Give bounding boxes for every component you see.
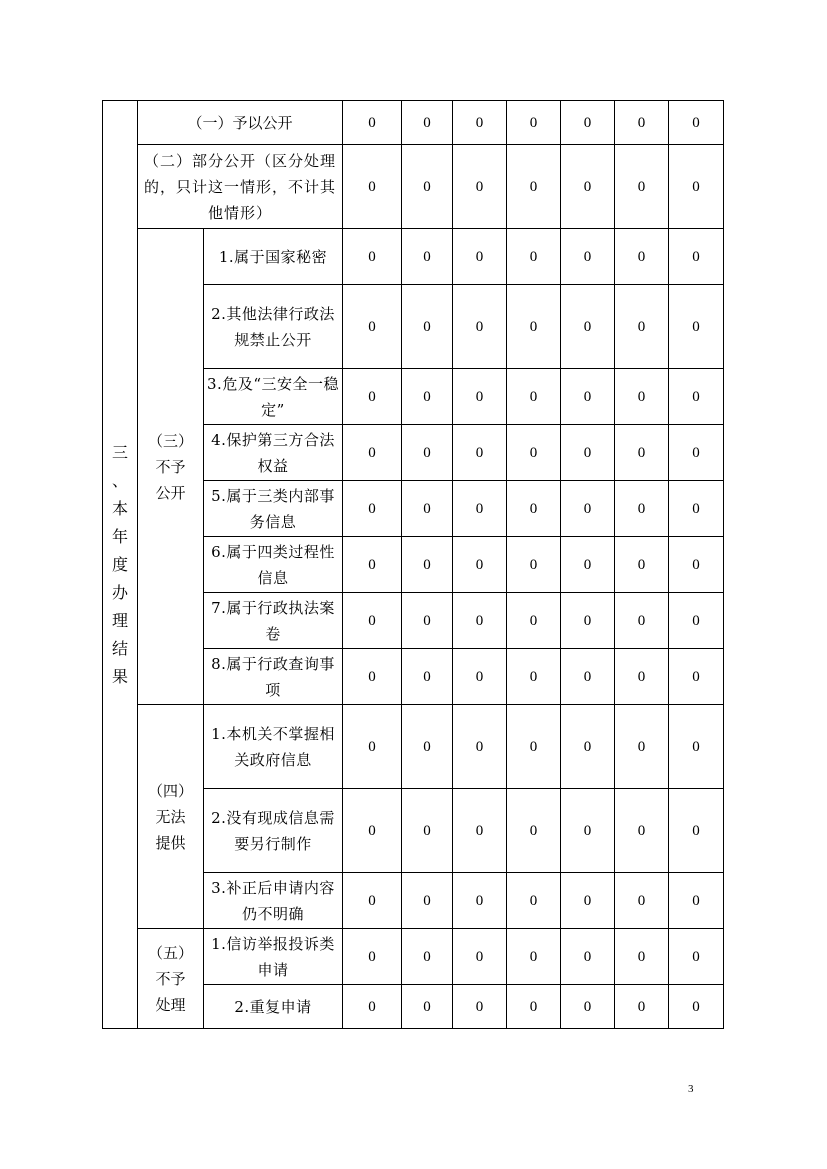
- row-label: 7.属于行政执法案卷: [204, 593, 343, 649]
- value-cell: 0: [343, 873, 402, 929]
- value-cell: 0: [615, 229, 669, 285]
- value-cell: 0: [615, 537, 669, 593]
- group-label: （五） 不予 处理: [138, 929, 204, 1029]
- value-cell: 0: [669, 285, 724, 369]
- value-cell: 0: [615, 481, 669, 537]
- value-cell: 0: [507, 229, 561, 285]
- value-cell: 0: [453, 101, 507, 145]
- value-cell: 0: [561, 229, 615, 285]
- value-cell: 0: [669, 425, 724, 481]
- value-cell: 0: [402, 101, 453, 145]
- section-label-char: 度: [111, 554, 128, 574]
- value-cell: 0: [343, 369, 402, 425]
- value-cell: 0: [669, 229, 724, 285]
- value-cell: 0: [561, 101, 615, 145]
- row-label: 2.其他法律行政法规禁止公开: [204, 285, 343, 369]
- results-table: [102, 100, 724, 1029]
- value-cell: 0: [669, 369, 724, 425]
- value-cell: 0: [343, 593, 402, 649]
- value-cell: 0: [561, 985, 615, 1029]
- page-number: 3: [688, 1083, 694, 1095]
- section-label-char: 、: [111, 470, 128, 490]
- section-label-char: 三: [111, 442, 128, 462]
- value-cell: 0: [402, 285, 453, 369]
- table-row: [103, 145, 724, 229]
- value-cell: 0: [453, 985, 507, 1029]
- section-label: [103, 101, 138, 1029]
- value-cell: 0: [669, 929, 724, 985]
- value-cell: 0: [561, 145, 615, 229]
- value-cell: 0: [615, 789, 669, 873]
- value-cell: 0: [561, 705, 615, 789]
- value-cell: 0: [453, 649, 507, 705]
- section-label-char: 果: [111, 666, 128, 686]
- value-cell: 0: [561, 537, 615, 593]
- value-cell: 0: [453, 789, 507, 873]
- value-cell: 0: [343, 929, 402, 985]
- value-cell: 0: [343, 101, 402, 145]
- row-label: （一）予以公开: [138, 101, 343, 145]
- value-cell: 0: [507, 285, 561, 369]
- value-cell: 0: [402, 929, 453, 985]
- value-cell: 0: [615, 593, 669, 649]
- section-label-char: 本: [111, 498, 128, 518]
- value-cell: 0: [453, 481, 507, 537]
- value-cell: 0: [507, 537, 561, 593]
- value-cell: 0: [561, 481, 615, 537]
- value-cell: 0: [615, 145, 669, 229]
- value-cell: 0: [507, 425, 561, 481]
- value-cell: 0: [561, 789, 615, 873]
- value-cell: 0: [402, 985, 453, 1029]
- row-label: 8.属于行政查询事项: [204, 649, 343, 705]
- table-row: [103, 101, 724, 145]
- value-cell: 0: [343, 229, 402, 285]
- value-cell: 0: [453, 929, 507, 985]
- value-cell: 0: [507, 593, 561, 649]
- row-label: 1.本机关不掌握相关政府信息: [204, 705, 343, 789]
- value-cell: 0: [669, 705, 724, 789]
- section-label-char: 年: [111, 526, 128, 546]
- value-cell: 0: [343, 985, 402, 1029]
- value-cell: 0: [453, 705, 507, 789]
- value-cell: 0: [343, 425, 402, 481]
- value-cell: 0: [561, 929, 615, 985]
- table-row: [103, 929, 724, 985]
- value-cell: 0: [561, 593, 615, 649]
- group-label: （三） 不予 公开: [138, 229, 204, 705]
- value-cell: 0: [615, 985, 669, 1029]
- row-label: 5.属于三类内部事务信息: [204, 481, 343, 537]
- value-cell: 0: [453, 537, 507, 593]
- value-cell: 0: [507, 985, 561, 1029]
- value-cell: 0: [615, 101, 669, 145]
- value-cell: 0: [669, 985, 724, 1029]
- value-cell: 0: [669, 101, 724, 145]
- row-label: 6.属于四类过程性信息: [204, 537, 343, 593]
- value-cell: 0: [402, 873, 453, 929]
- value-cell: 0: [669, 593, 724, 649]
- value-cell: 0: [507, 705, 561, 789]
- value-cell: 0: [561, 425, 615, 481]
- value-cell: 0: [402, 705, 453, 789]
- section-label-char: 结: [111, 638, 128, 658]
- value-cell: 0: [402, 425, 453, 481]
- value-cell: 0: [453, 425, 507, 481]
- value-cell: 0: [669, 537, 724, 593]
- value-cell: 0: [343, 789, 402, 873]
- value-cell: 0: [343, 481, 402, 537]
- value-cell: 0: [453, 145, 507, 229]
- row-label: 4.保护第三方合法权益: [204, 425, 343, 481]
- value-cell: 0: [343, 649, 402, 705]
- value-cell: 0: [402, 537, 453, 593]
- value-cell: 0: [507, 369, 561, 425]
- value-cell: 0: [507, 649, 561, 705]
- row-label: 1.属于国家秘密: [204, 229, 343, 285]
- value-cell: 0: [615, 425, 669, 481]
- value-cell: 0: [507, 101, 561, 145]
- value-cell: 0: [343, 145, 402, 229]
- row-label: 3.补正后申请内容仍不明确: [204, 873, 343, 929]
- value-cell: 0: [453, 229, 507, 285]
- value-cell: 0: [507, 145, 561, 229]
- value-cell: 0: [669, 649, 724, 705]
- value-cell: 0: [453, 285, 507, 369]
- row-label: 1.信访举报投诉类申请: [204, 929, 343, 985]
- row-label: 3.危及“三安全一稳定”: [204, 369, 343, 425]
- value-cell: 0: [615, 369, 669, 425]
- value-cell: 0: [507, 481, 561, 537]
- row-label: 2.重复申请: [204, 985, 343, 1029]
- table-row: [103, 705, 724, 789]
- value-cell: 0: [402, 649, 453, 705]
- value-cell: 0: [561, 369, 615, 425]
- value-cell: 0: [561, 649, 615, 705]
- value-cell: 0: [507, 929, 561, 985]
- value-cell: 0: [507, 873, 561, 929]
- section-label-char: 理: [111, 610, 128, 630]
- value-cell: 0: [402, 789, 453, 873]
- value-cell: 0: [615, 705, 669, 789]
- value-cell: 0: [615, 873, 669, 929]
- value-cell: 0: [402, 369, 453, 425]
- value-cell: 0: [561, 873, 615, 929]
- value-cell: 0: [402, 145, 453, 229]
- section-label-char: 办: [111, 582, 128, 602]
- row-label: （二）部分公开（区分处理的，只计这一情形，不计其他情形）: [138, 145, 343, 229]
- row-label: 2.没有现成信息需要另行制作: [204, 789, 343, 873]
- value-cell: 0: [669, 145, 724, 229]
- value-cell: 0: [402, 593, 453, 649]
- table-row: [103, 229, 724, 285]
- value-cell: 0: [402, 481, 453, 537]
- value-cell: 0: [615, 649, 669, 705]
- value-cell: 0: [343, 285, 402, 369]
- value-cell: 0: [453, 593, 507, 649]
- value-cell: 0: [453, 369, 507, 425]
- value-cell: 0: [402, 229, 453, 285]
- value-cell: 0: [343, 537, 402, 593]
- value-cell: 0: [669, 873, 724, 929]
- value-cell: 0: [669, 481, 724, 537]
- value-cell: 0: [507, 789, 561, 873]
- value-cell: 0: [615, 285, 669, 369]
- value-cell: 0: [453, 873, 507, 929]
- value-cell: 0: [669, 789, 724, 873]
- value-cell: 0: [343, 705, 402, 789]
- value-cell: 0: [561, 285, 615, 369]
- group-label: （四） 无法 提供: [138, 705, 204, 929]
- value-cell: 0: [615, 929, 669, 985]
